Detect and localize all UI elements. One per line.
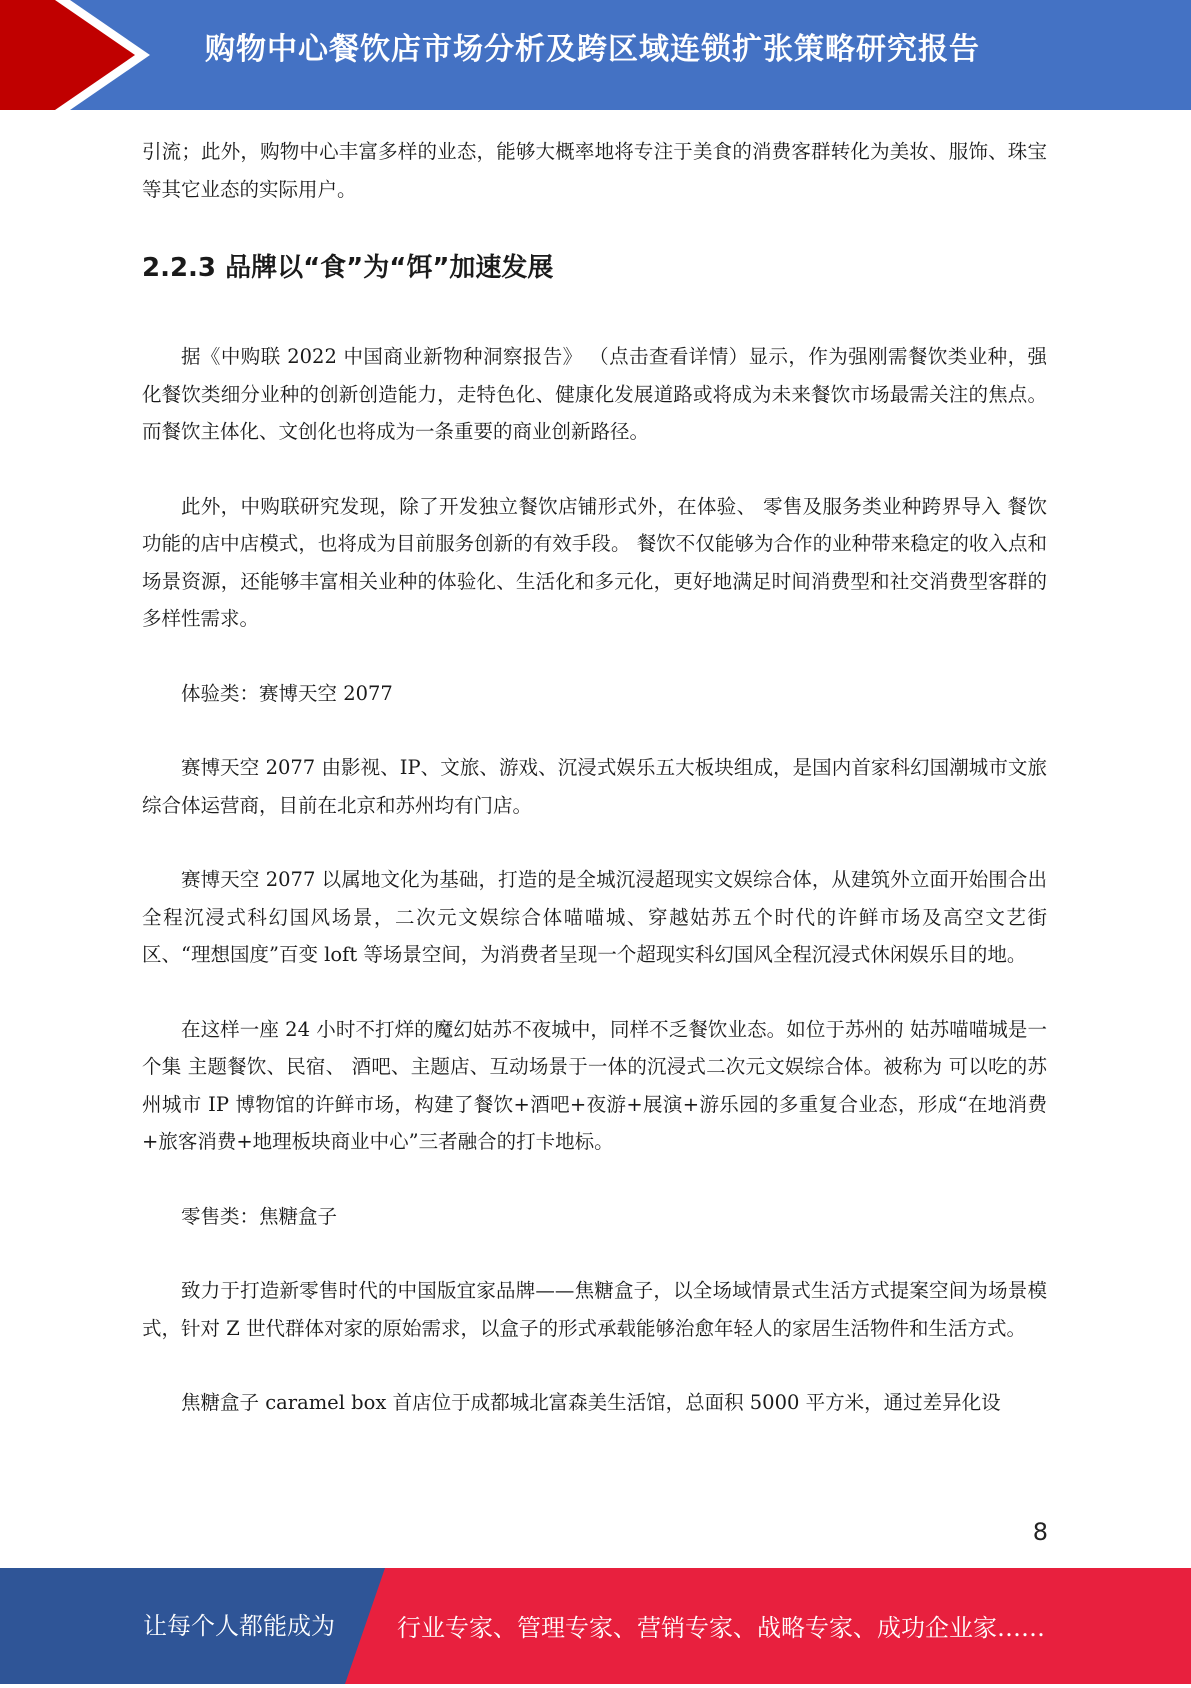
header-arrow-decoration (0, 0, 160, 110)
section-heading: 2.2.3 品牌以“食”为“饵”加速发展 (142, 253, 554, 283)
footer-slogan-right: 行业专家、管理专家、营销专家、战略专家、成功企业家…… (397, 1614, 1045, 1642)
footer-slogan-left: 让每个人都能成为 (143, 1612, 335, 1640)
paragraph: 此外，中购联研究发现，除了开发独立餐饮店铺形式外，在体验、 零售及服务类业种跨界导入 餐饮功能的店中店模式，也将成为目前服务创新的有效手段。 餐饮不仅能够为合作的业种带来稳定的收入点和场景资源，还能够丰富相关业种的体验化、生活化和多元化，更好地满足时间消费型和社交消费型客群的多样性需求。 (142, 494, 1047, 630)
paragraph: 焦糖盒子 caramel box 首店位于成都城北富森美生活馆，总面积 5000 平方米，通过差异化设 (181, 1391, 1001, 1414)
paragraph: 据《中购联 2022 中国商业新物种洞察报告》 （点击查看详情）显示，作为强刚需餐饮类业种，强化餐饮类细分业种的创新创造能力，走特色化、健康化发展道路或将成为未来餐饮市场最需关注的焦点。而餐饮主体化、文创化也将成为一条重要的商业创新路径。 (142, 345, 1047, 443)
page-header (0, 0, 1191, 110)
main-content (142, 133, 1047, 1422)
page-footer (0, 1568, 1191, 1684)
paragraph: 体验类：赛博天空 2077 (181, 681, 393, 705)
paragraph: 赛博天空 2077 由影视、IP、文旅、游戏、沉浸式娱乐五大板块组成，是国内首家科幻国潮城市文旅综合体运营商，目前在北京和苏州均有门店。 (142, 756, 1047, 817)
paragraph: 零售类：焦糖盒子 (181, 1204, 338, 1228)
page-number: 8 (1032, 1518, 1048, 1546)
paragraph: 致力于打造新零售时代的中国版宜家品牌——焦糖盒子，以全场域情景式生活方式提案空间为场景模式，针对 Z 世代群体对家的原始需求，以盒子的形式承载能够治愈年轻人的家居生活物件和生活方式。 (142, 1279, 1047, 1340)
report-title: 购物中心餐饮店市场分析及跨区域连锁扩张策略研究报告 (205, 32, 980, 67)
paragraph: 赛博天空 2077 以属地文化为基础，打造的是全城沉浸超现实文娱综合体，从建筑外立面开始围合出全程沉浸式科幻国风场景，二次元文娱综合体喵喵城、穿越姑苏五个时代的许鲜市场及高空文艺街区、“理想国度”百变 loft 等场景空间，为消费者呈现一个超现实科幻国风全程沉浸式休闲娱乐目的地。 (142, 868, 1047, 966)
paragraph: 在这样一座 24 小时不打烊的魔幻姑苏不夜城中，同样不乏餐饮业态。如位于苏州的 姑苏喵喵城是一个集 主题餐饮、民宿、 酒吧、主题店、互动场景于一体的沉浸式二次元文娱综合体。被称为 可以吃的苏州城市 IP 博物馆的许鲜市场，构建了餐饮+酒吧+夜游+展演+游乐园的多重复合业态，形成“在地消费+旅客消费+地理板块商业中心”三者融合的打卡地标。 (142, 1017, 1047, 1153)
paragraph: 引流；此外，购物中心丰富多样的业态，能够大概率地将专注于美食的消费客群转化为美妆、服饰、珠宝等其它业态的实际用户。 (142, 140, 1047, 201)
